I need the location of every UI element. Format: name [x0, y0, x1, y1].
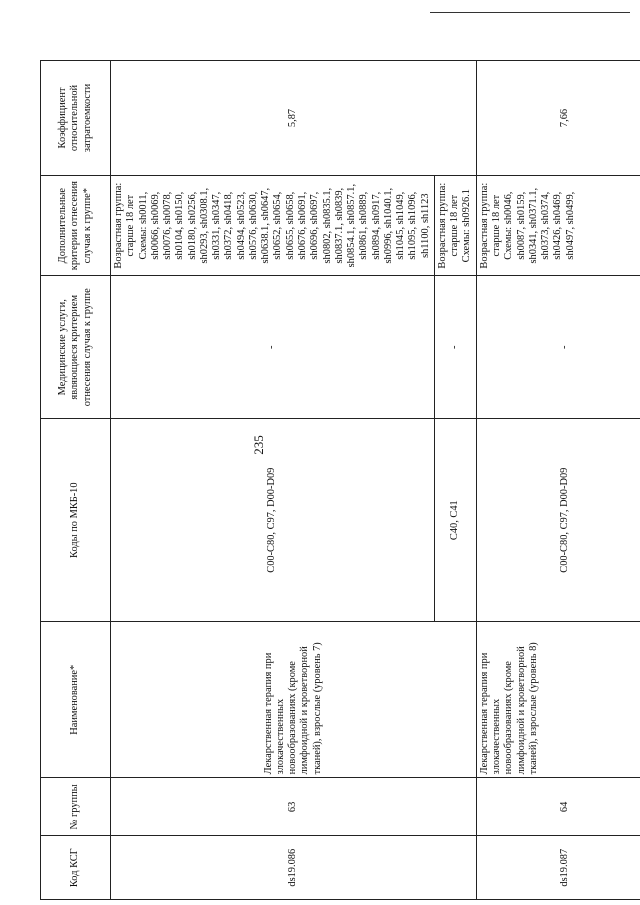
- cell-extra-criteria: Возрастная группа: старше 18 лет Схемы: sh0926.1: [434, 175, 476, 275]
- page-number: 235: [251, 435, 266, 455]
- ksg-table: [40, 60, 640, 900]
- cell-ksg-code: ds19.087: [476, 836, 640, 900]
- document-table-sheet: [40, 60, 600, 900]
- cell-group-no: 64: [476, 778, 640, 836]
- header-group-no: № группы: [41, 778, 111, 836]
- table-row: [111, 61, 435, 900]
- cell-services: -: [476, 276, 640, 419]
- header-coefficient: Коэффициент относительной затратоемкости: [41, 61, 111, 176]
- cell-coefficient: 5,87: [111, 61, 477, 176]
- cell-name: Лекарственная терапия при злокачественных новообразованиях (кроме лимфоидной и кроветворной тканей), взрослые (уровень 8): [476, 622, 640, 778]
- cell-name: Лекарственная терапия при злокачественных новообразованиях (кроме лимфоидной и кроветворной тканей), взрослые (уровень 7): [111, 622, 477, 778]
- scan-mark-top: [430, 12, 630, 13]
- table-row: [476, 61, 640, 900]
- header-ksg-code: Код КСГ: [41, 836, 111, 900]
- cell-services: -: [434, 276, 476, 419]
- cell-coefficient: 7,66: [476, 61, 640, 176]
- header-row: [41, 61, 111, 900]
- header-extra-criteria: Дополнительные критерии отнесения случая к группе*: [41, 175, 111, 275]
- cell-mkb-codes: C00-C80, C97, D00-D09: [476, 419, 640, 622]
- cell-services: -: [111, 276, 435, 419]
- header-name: Наименование*: [41, 622, 111, 778]
- cell-mkb-codes: C00-C80, C97, D00-D09: [111, 419, 435, 622]
- cell-ksg-code: ds19.086: [111, 836, 477, 900]
- cell-extra-criteria: Возрастная группа: старше 18 лет Схемы: sh0011, sh0066, sh0069, sh0076, sh0078, sh0104, sh0150, sh0180, sh0256, sh0293, sh0308.1, sh0331, sh0347, sh0372, sh0418, sh0494, sh0523, sh0576, sh0630, sh0638.1, sh0647, sh0652, sh0654, sh0655, sh0658, sh0676, sh0691, sh0696, sh0697, sh0802, sh0835.1, sh0837.1, sh0839, sh0854.1, sh0857.1, sh0861, sh0889, sh0894, sh0917, sh0996, sh1040.1, sh1045, sh1049, sh1095, sh1096, sh1100, sh1123: [111, 175, 435, 275]
- cell-mkb-codes: C40, C41: [434, 419, 476, 622]
- header-services: Медицинские услуги, являющиеся критерием отнесения случая к группе: [41, 276, 111, 419]
- cell-extra-criteria: Возрастная группа: старше 18 лет Схемы: sh0046, sh0087, sh0159, sh0341, sh0371.1, sh0373, sh0374, sh0426, sh0469, sh0497, sh0499,: [476, 175, 640, 275]
- header-mkb-codes: Коды по МКБ-10: [41, 419, 111, 622]
- cell-group-no: 63: [111, 778, 477, 836]
